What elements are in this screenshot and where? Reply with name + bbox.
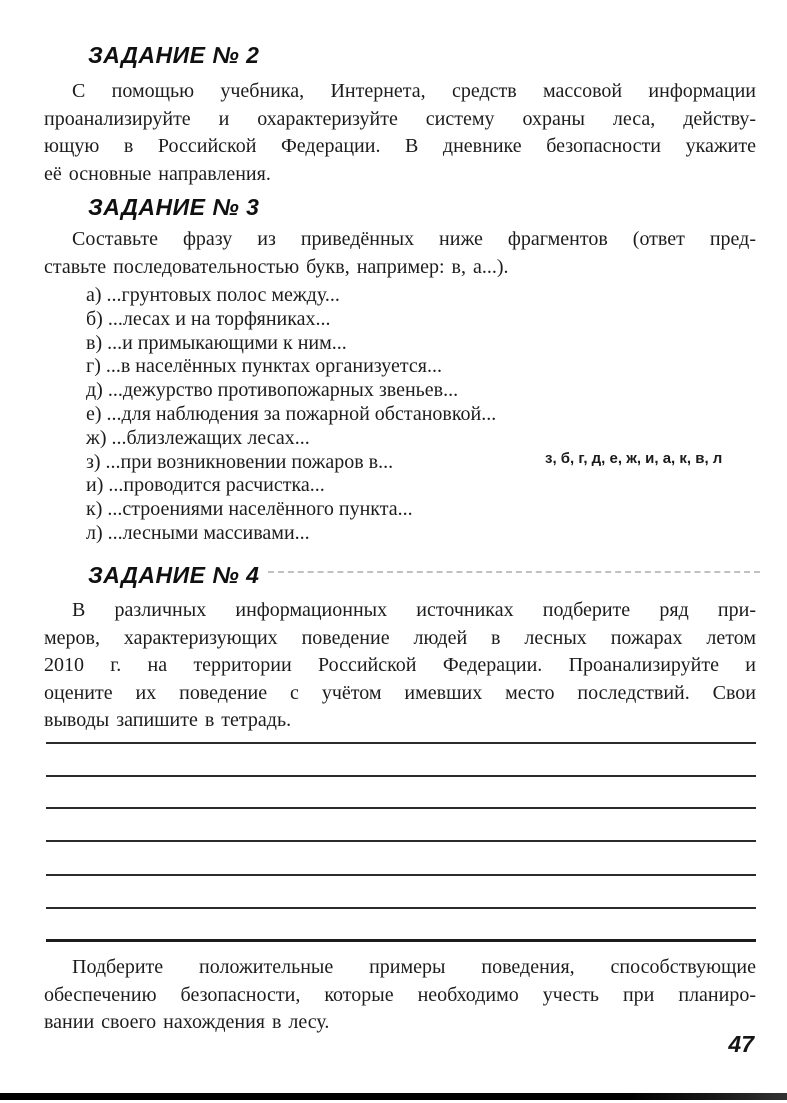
writing-line xyxy=(46,874,756,876)
text-line: ставьте последовательностью букв, например: в, а...). xyxy=(44,255,509,278)
writing-line xyxy=(46,907,756,909)
list-item: в) ...и примыкающими к ним... xyxy=(86,331,347,354)
task3-intro xyxy=(44,226,756,281)
list-item: а) ...грунтовых полос между... xyxy=(86,284,340,306)
separator-line xyxy=(46,939,756,942)
list-item: з) ...при возникновении пожаров в... xyxy=(86,450,394,473)
page-number: 47 xyxy=(728,1031,754,1057)
text-line: проанализируйте и охарактеризуйте систему охраны леса, действу- xyxy=(44,107,756,130)
text-line: выводы запишите в тетрадь. xyxy=(44,709,292,731)
text-line: меров, характеризующих поведение людей в лесных пожарах летом xyxy=(44,626,756,649)
text-line: Составьте фразу из приведённых ниже фрагментов (ответ пред- xyxy=(72,228,756,250)
list-item: е) ...для наблюдения за пожарной обстановкой... xyxy=(86,402,497,425)
list-item: г) ...в населённых пунктах организуется... xyxy=(86,355,442,378)
list-item: л) ...лесными массивами... xyxy=(86,521,310,544)
list-item: и) ...проводится расчистка... xyxy=(86,474,325,497)
task3-answer-annotation: з, б, г, д, е, ж, и, а, к, в, л xyxy=(545,450,723,467)
task3-fragment-list xyxy=(44,284,756,546)
list-item: к) ...строениями населённого пункта... xyxy=(86,498,413,521)
text-line: её основные направления. xyxy=(44,162,271,185)
text-line: 2010 г. на территории Российской Федерации. Проанализируйте и xyxy=(44,654,756,676)
writing-line xyxy=(46,775,756,777)
writing-line xyxy=(46,807,756,809)
text-line: обеспечению безопасности, которые необходимо учесть при планиро- xyxy=(44,983,756,1006)
task4-heading: ЗАДАНИЕ № 4 xyxy=(88,562,260,588)
task2-heading: ЗАДАНИЕ № 2 xyxy=(88,42,260,68)
footer-task-text xyxy=(44,954,756,1037)
task4-text xyxy=(44,597,756,735)
scan-edge-artifact xyxy=(0,1093,787,1100)
task3-heading: ЗАДАНИЕ № 3 xyxy=(88,194,260,220)
task2-text xyxy=(44,78,756,188)
text-line: ющую в Российской Федерации. В дневнике безопасности укажите xyxy=(44,135,756,157)
writing-line xyxy=(46,840,756,842)
text-line: Подберите положительные примеры поведения, способствующие xyxy=(72,956,756,978)
list-item: д) ...дежурство противопожарных звеньев... xyxy=(86,379,459,402)
scan-artifact-dashes xyxy=(268,571,760,573)
text-line: С помощью учебника, Интернета, средств массовой информации xyxy=(72,80,756,102)
text-line: В различных информационных источниках подберите ряд при- xyxy=(72,599,756,621)
text-line: оцените их поведение с учётом имевших место последствий. Свои xyxy=(44,681,756,704)
writing-line xyxy=(46,742,756,744)
text-line: вании своего нахождения в лесу. xyxy=(44,1011,330,1033)
list-item: б) ...лесах и на торфяниках... xyxy=(86,307,331,330)
list-item: ж) ...близлежащих лесах... xyxy=(86,426,310,449)
